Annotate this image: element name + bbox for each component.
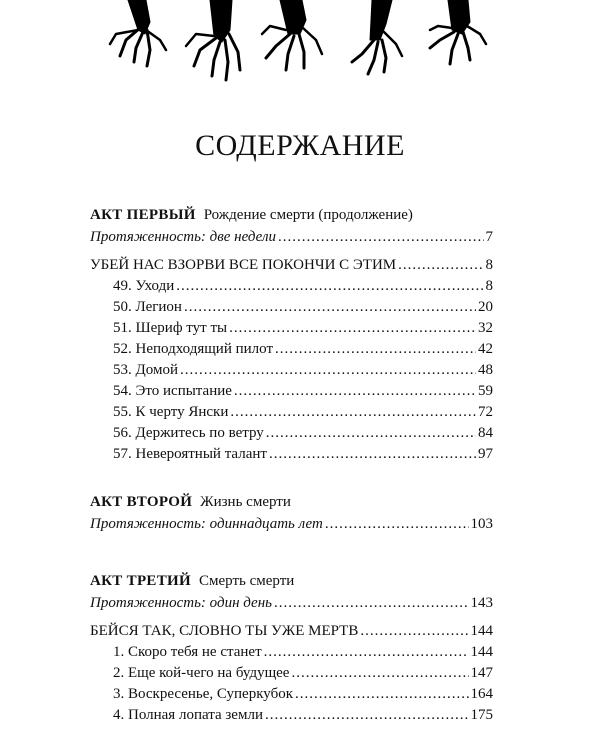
toc-entry-part[interactable]: [90, 256, 493, 277]
hand-icon: [110, 0, 166, 66]
page-number: 144: [470, 644, 493, 660]
leader-dots: [269, 445, 476, 464]
entry-title: 54. Это испытание: [113, 383, 232, 399]
toc-entry-chapter[interactable]: [90, 382, 493, 403]
leader-dots: [264, 643, 469, 662]
toc-entry-chapter[interactable]: [90, 361, 493, 382]
entry-title: 52. Неподходящий пилот: [113, 341, 273, 357]
leader-dots: [295, 685, 469, 704]
entry-title: 3. Воскресенье, Суперкубок: [113, 686, 293, 702]
page-number: 144: [470, 623, 493, 639]
page-number: 97: [478, 446, 493, 462]
act-subtitle: Смерть смерти: [198, 573, 295, 589]
page-number: 72: [478, 404, 493, 420]
leader-dots: [398, 256, 483, 275]
toc-entry-duration[interactable]: [90, 594, 493, 615]
toc-entry-chapter[interactable]: [90, 340, 493, 361]
toc-entry-chapter[interactable]: [90, 685, 493, 706]
page-number: 7: [485, 229, 493, 245]
page-number: 84: [478, 425, 493, 441]
entry-title: 4. Полная лопата земли: [113, 707, 263, 723]
toc-entry-chapter[interactable]: [90, 643, 493, 664]
leader-dots: [265, 706, 469, 725]
page-number: 143: [470, 595, 493, 611]
page-number: 103: [470, 516, 493, 532]
page-number: 8: [485, 278, 493, 294]
act-heading: [90, 206, 493, 228]
page-number: 59: [478, 383, 493, 399]
toc-entry-chapter[interactable]: [90, 424, 493, 445]
entry-title: 49. Уходи: [113, 278, 175, 294]
leader-dots: [184, 298, 476, 317]
entry-title: 2. Еще кой-чего на будущее: [113, 665, 290, 681]
page-number: 20: [478, 299, 493, 315]
hand-icon: [262, 0, 322, 70]
entry-title: 53. Домой: [113, 362, 178, 378]
hands-illustration-icon: [0, 0, 600, 90]
page-number: 164: [470, 686, 493, 702]
leader-dots: [234, 382, 476, 401]
toc-entry-duration[interactable]: [90, 515, 493, 536]
toc-entry-chapter[interactable]: [90, 445, 493, 466]
toc-entry-duration[interactable]: [90, 228, 493, 249]
entry-title: Протяженность: один день: [90, 595, 272, 611]
entry-title: 57. Невероятный талант: [113, 446, 267, 462]
page-number: 32: [478, 320, 493, 336]
page-number: 42: [478, 341, 493, 357]
act-subtitle: Рождение смерти (продолжение): [203, 207, 413, 223]
leader-dots: [278, 228, 483, 247]
act-subtitle: Жизнь смерти: [200, 494, 291, 510]
leader-dots: [360, 622, 468, 641]
toc-entry-chapter[interactable]: [90, 664, 493, 685]
entry-title: Протяженность: две недели: [90, 229, 277, 245]
toc-entry-chapter[interactable]: [90, 403, 493, 424]
entry-title: 55. К черту Янски: [113, 404, 229, 420]
leader-dots: [229, 319, 476, 338]
hand-icon: [430, 0, 486, 64]
leader-dots: [266, 424, 476, 443]
leader-dots: [230, 403, 476, 422]
leader-dots: [274, 594, 469, 613]
toc-entry-chapter[interactable]: [90, 706, 493, 727]
entry-title: 1. Скоро тебя не станет: [113, 644, 262, 660]
leader-dots: [275, 340, 476, 359]
entry-title: Протяженность: одиннадцать лет: [90, 516, 323, 532]
entry-title: 50. Легион: [113, 299, 182, 315]
leader-dots: [180, 361, 476, 380]
toc-entry-chapter[interactable]: [90, 298, 493, 319]
act-heading: [90, 493, 493, 515]
table-of-contents: [90, 206, 493, 727]
page-title: СОДЕРЖАНИЕ: [195, 129, 405, 162]
act-name: АКТ ПЕРВЫЙ: [90, 207, 196, 223]
leader-dots: [291, 664, 468, 683]
act-heading: [90, 572, 493, 594]
page-number: 8: [485, 257, 493, 273]
entry-title: 51. Шериф тут ты: [113, 320, 228, 336]
entry-title: 56. Держитесь по ветру: [113, 425, 264, 441]
toc-entry-chapter[interactable]: [90, 319, 493, 340]
toc-entry-part[interactable]: [90, 622, 493, 643]
act-name: АКТ ВТОРОЙ: [90, 494, 193, 510]
leader-dots: [325, 515, 469, 534]
page-number: 147: [470, 665, 493, 681]
hand-icon: [352, 0, 402, 74]
page-number: 48: [478, 362, 493, 378]
hand-icon: [186, 0, 240, 80]
entry-title: УБЕЙ НАС ВЗОРВИ ВСЕ ПОКОНЧИ С ЭТИМ: [90, 257, 397, 273]
page-number: 175: [470, 707, 493, 723]
act-name: АКТ ТРЕТИЙ: [90, 573, 191, 589]
toc-entry-chapter[interactable]: [90, 277, 493, 298]
leader-dots: [176, 277, 483, 296]
entry-title: БЕЙСЯ ТАК, СЛОВНО ТЫ УЖЕ МЕРТВ: [90, 623, 359, 639]
